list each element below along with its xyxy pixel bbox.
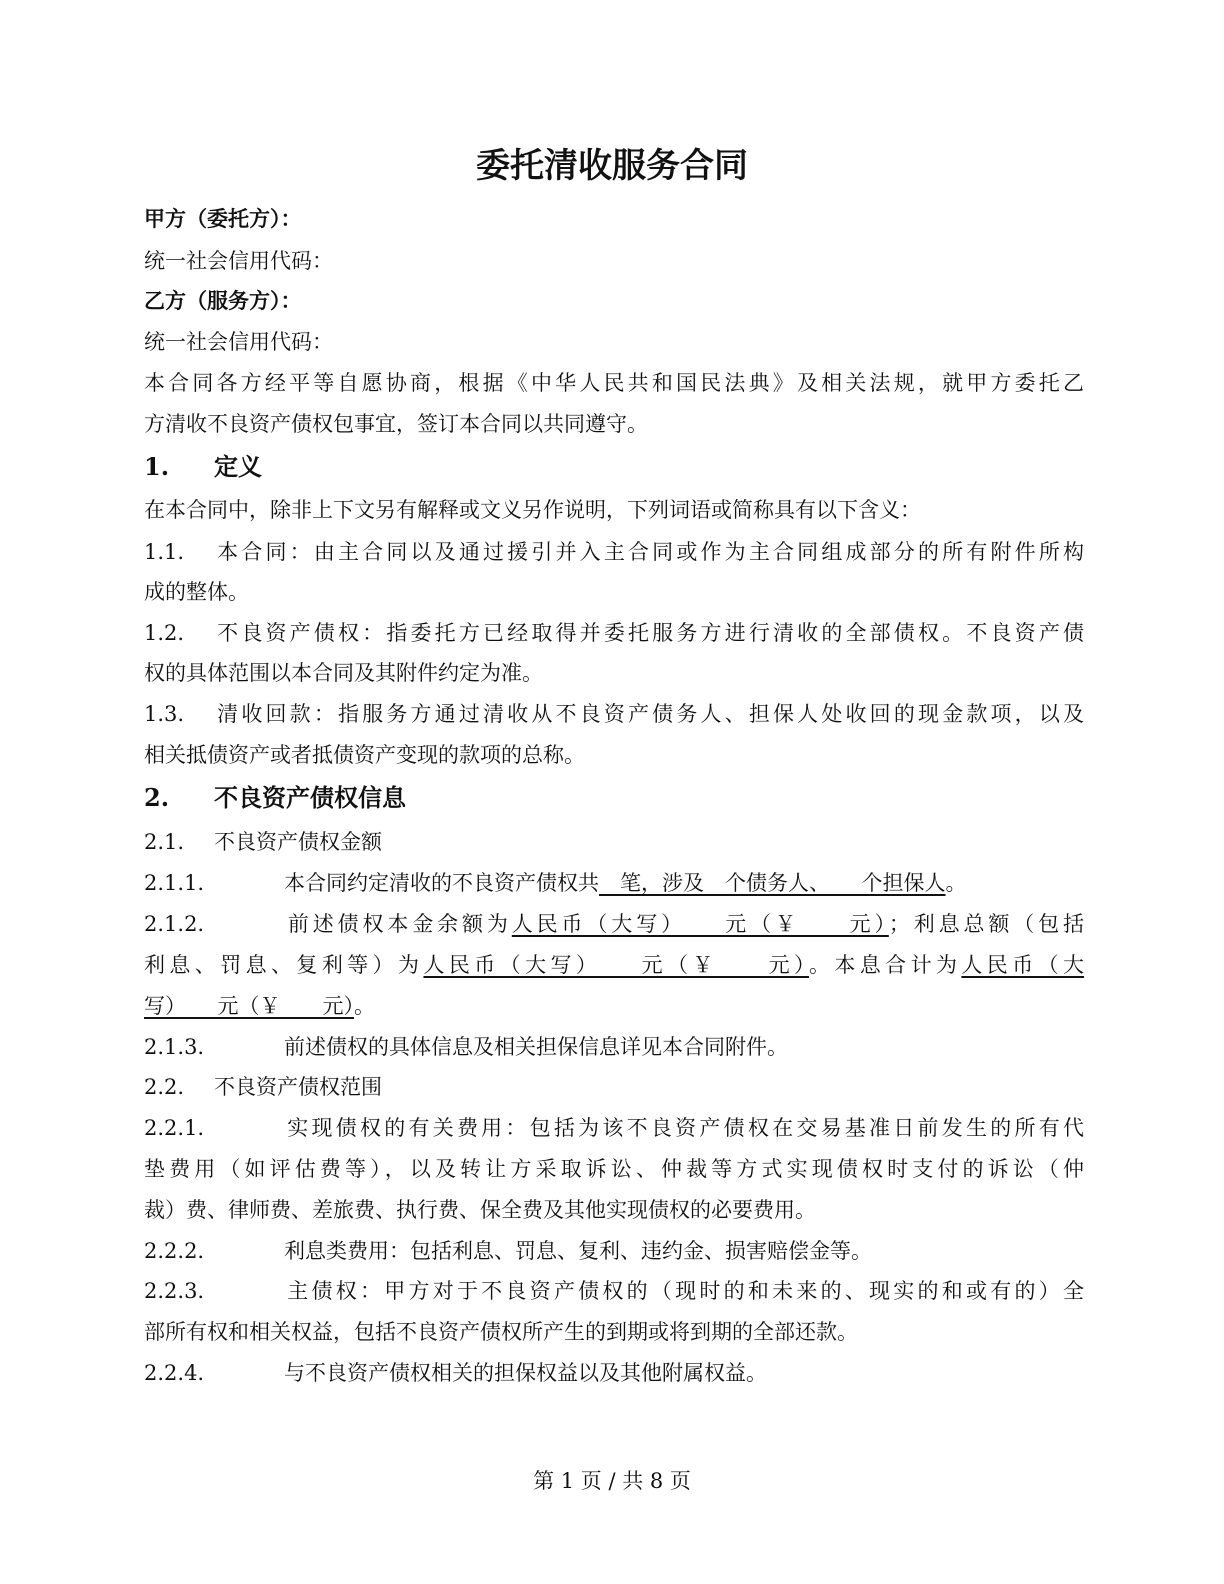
party-b-label: 乙方（服务方）：	[144, 288, 302, 313]
clause-1-1-line-1: 1.1. 本合同：由主合同以及通过援引并入主合同或作为主合同组成部分的所有附件所构	[144, 537, 1084, 567]
clause-number: 2.1.3.	[144, 1035, 205, 1059]
clause-1-2-line-2: 权的具体范围以本合同及其附件约定为准。	[144, 661, 543, 685]
clause-2-2-1-line-2: 垫费用（如评估费等），以及转让方采取诉讼、仲裁等方式实现债权时支付的诉讼（仲	[144, 1157, 1084, 1181]
clause-2-2-1-line-3: 裁）费、律师费、差旅费、执行费、保全费及其他实现债权的必要费用。	[144, 1198, 816, 1222]
total-amount-field-cont: 写） 元（￥ 元）	[144, 994, 354, 1018]
preamble-line-1: 本合同各方经平等自愿协商，根据《中华人民共和国民法典》及相关法规，就甲方委托乙	[144, 371, 1084, 395]
clause-number: 2.2.4.	[144, 1361, 205, 1385]
clause-2-2: 2.2. 不良资产债权范围	[144, 1072, 1084, 1102]
section-2-heading	[144, 781, 1084, 815]
clause-2-1-2-line-2: 利息、罚息、复利等）为人民币（大写） 元（￥ 元）。本息合计为人民币（大	[144, 953, 1085, 977]
party-b-credit-code-label: 统一社会信用代码：	[144, 330, 333, 354]
section-2-title: 不良资产债权信息	[214, 783, 406, 812]
clause-1-1-line-2: 成的整体。	[144, 580, 249, 604]
clause-1-3-line-1: 1.3. 清收回款：指服务方通过清收从不良资产债务人、担保人处收回的现金款项，以及	[144, 699, 1084, 729]
clause-2-2-3-line-2: 部所有权和相关权益，包括不良资产债权所产生的到期或将到期的全部还款。	[144, 1320, 858, 1344]
clause-number: 2.2.1.	[144, 1116, 205, 1140]
section-1-number: 1.	[144, 452, 170, 481]
clause-2-1-2-line-3: 写） 元（￥ 元）。	[144, 994, 375, 1018]
party-a-credit-code-label: 统一社会信用代码：	[144, 249, 333, 273]
principal-amount-field: 人民币（大写） 元（￥ 元）	[511, 912, 889, 936]
clause-number: 2.1.	[144, 830, 185, 854]
total-amount-field: 人民币（大	[961, 953, 1085, 977]
clause-number: 2.1.1.	[144, 871, 205, 895]
document-title: 委托清收服务合同	[476, 146, 748, 186]
section-1-heading	[144, 450, 1084, 484]
clause-2-1-1: 2.1.1. 本合同约定清收的不良资产债权共 笔，涉及 个债务人、 个担保人。	[144, 868, 1084, 898]
section-1-intro: 在本合同中，除非上下文另有解释或文义另作说明，下列词语或简称具有以下含义：	[144, 498, 921, 522]
clause-number: 1.2.	[144, 621, 185, 645]
party-a-label: 甲方（委托方）：	[144, 206, 302, 231]
clause-number: 1.3.	[144, 702, 185, 726]
clause-number: 2.1.2.	[144, 912, 205, 936]
blank-count-field	[599, 871, 620, 895]
clause-1-3-line-2: 相关抵债资产或者抵债资产变现的款项的总称。	[144, 743, 585, 767]
clause-2-1-3: 2.1.3. 前述债权的具体信息及相关担保信息详见本合同附件。	[144, 1032, 1084, 1062]
clause-1-2-line-1: 1.2. 不良资产债权：指委托方已经取得并委托服务方进行清收的全部债权。不良资产债	[144, 618, 1084, 648]
clause-number: 2.2.3.	[144, 1279, 205, 1303]
blank-party-count-field: 个债务人、 个担保人	[704, 871, 946, 895]
clause-2-2-3-line-1: 2.2.3. 主债权：甲方对于不良资产债权的（现时的和未来的、现实的和或有的）全	[144, 1276, 1084, 1306]
clause-number: 2.2.	[144, 1075, 185, 1099]
interest-amount-field: 人民币（大写） 元（￥ 元）	[423, 953, 809, 977]
clause-2-1-2-line-1: 2.1.2. 前述债权本金余额为人民币（大写） 元（￥ 元）；利息总额（包括	[144, 909, 1084, 939]
clause-2-2-1-line-1: 2.2.1. 实现债权的有关费用：包括为该不良资产债权在交易基准日前发生的所有代	[144, 1113, 1084, 1143]
page-footer: 第 1 页 / 共 8 页	[533, 1469, 691, 1493]
preamble-line-2: 方清收不良资产债权包事宜，签订本合同以共同遵守。	[144, 412, 648, 436]
section-2-number: 2.	[144, 783, 170, 812]
clause-2-2-4: 2.2.4. 与不良资产债权相关的担保权益以及其他附属权益。	[144, 1358, 1084, 1388]
clause-number: 2.2.2.	[144, 1239, 205, 1263]
clause-number: 1.1.	[144, 540, 185, 564]
section-1-title: 定义	[214, 452, 262, 481]
clause-2-2-2: 2.2.2. 利息类费用：包括利息、罚息、复利、违约金、损害赔偿金等。	[144, 1236, 1084, 1266]
clause-2-1: 2.1. 不良资产债权金额	[144, 827, 1084, 857]
